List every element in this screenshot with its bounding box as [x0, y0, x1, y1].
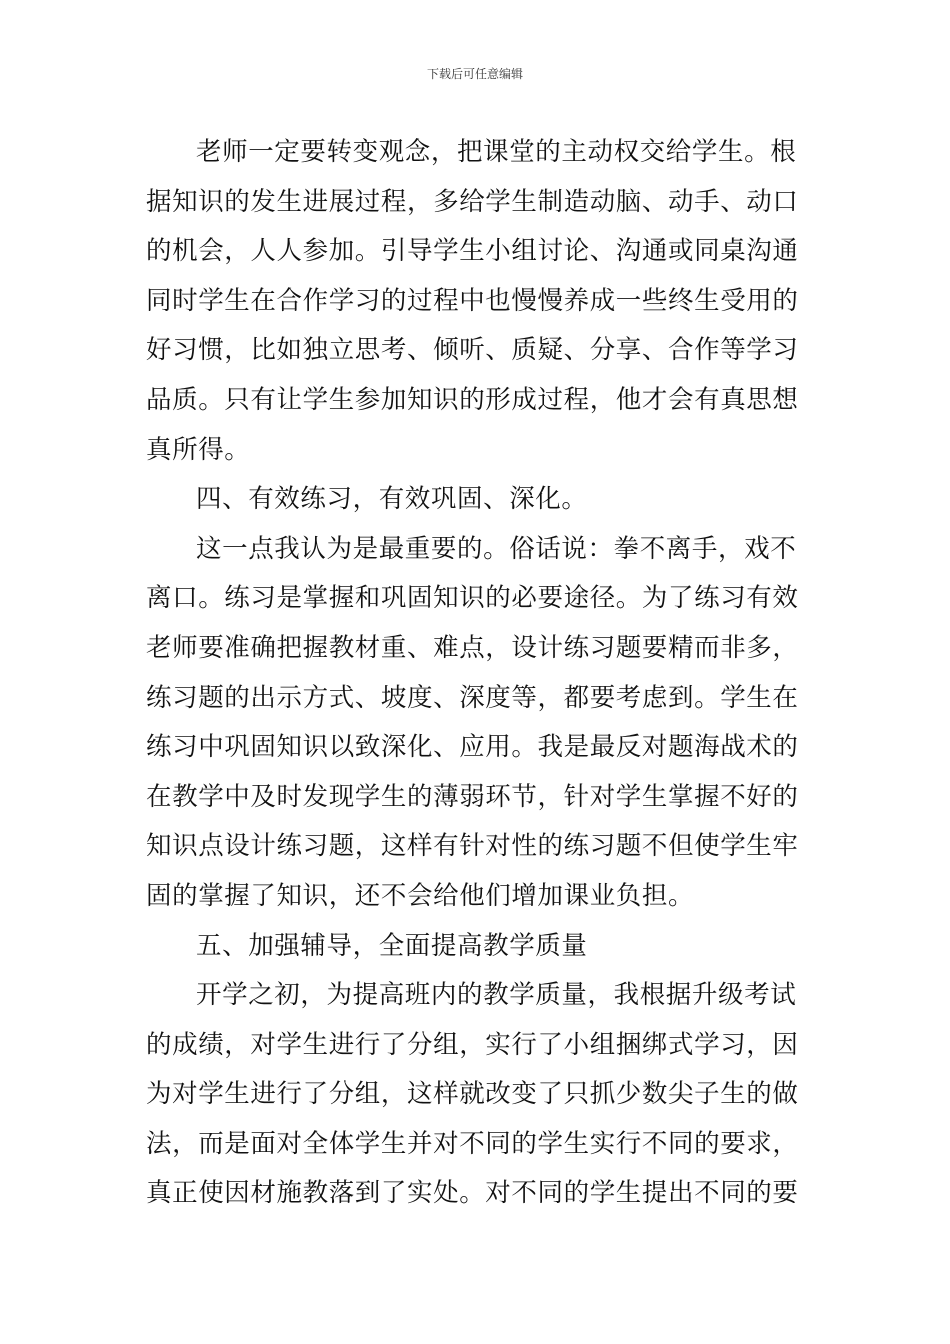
text-line: 据知识的发生进展过程，多给学生制造动脑、动手、动口 — [146, 186, 799, 217]
text-line: 知识点设计练习题，这样有针对性的练习题不但使学生牢 — [146, 831, 799, 862]
text-line: 这一点我认为是最重要的。俗话说：拳不离手，戏不 — [196, 533, 797, 564]
text-line: 同时学生在合作学习的过程中也慢慢养成一些终生受用的 — [146, 285, 799, 316]
text-line: 开学之初，为提高班内的教学质量，我根据升级考试 — [196, 980, 797, 1011]
text-line: 真正使因材施教落到了实处。对不同的学生提出不同的要 — [146, 1178, 799, 1209]
text-line: 练习题的出示方式、坡度、深度等，都要考虑到。学生在 — [146, 682, 799, 713]
text-line: 为对学生进行了分组，这样就改变了只抓少数尖子生的做 — [146, 1079, 799, 1110]
text-line: 法，而是面对全体学生并对不同的学生实行不同的要求， — [146, 1128, 799, 1159]
text-line: 四、有效练习，有效巩固、深化。 — [196, 484, 588, 515]
body-text — [146, 128, 808, 1219]
text-line: 的成绩，对学生进行了分组，实行了小组捆绑式学习，因 — [146, 1029, 799, 1060]
text-line: 老师一定要转变观念，把课堂的主动权交给学生。根 — [196, 137, 797, 167]
text-line: 的机会，人人参加。引导学生小组讨论、沟通或同桌沟通 — [146, 236, 799, 267]
text-line: 五、加强辅导，全面提高教学质量 — [196, 930, 588, 961]
text-line: 离口。练习是掌握和巩固知识的必要途径。为了练习有效 — [146, 583, 799, 614]
page-header: 下载后可任意编辑 — [426, 67, 523, 81]
text-line: 在教学中及时发现学生的薄弱环节，针对学生掌握不好的 — [146, 781, 799, 812]
text-line: 品质。只有让学生参加知识的形成过程，他才会有真思想 — [146, 384, 799, 415]
text-line: 好习惯，比如独立思考、倾听、质疑、分享、合作等学习 — [146, 335, 799, 366]
text-line: 练习中巩固知识以致深化、应用。我是最反对题海战术的 — [146, 732, 799, 763]
text-line: 老师要准确把握教材重、难点，设计练习题要精而非多， — [146, 632, 799, 663]
text-line: 真所得。 — [146, 434, 251, 465]
text-line: 固的掌握了知识，还不会给他们增加课业负担。 — [146, 880, 695, 911]
